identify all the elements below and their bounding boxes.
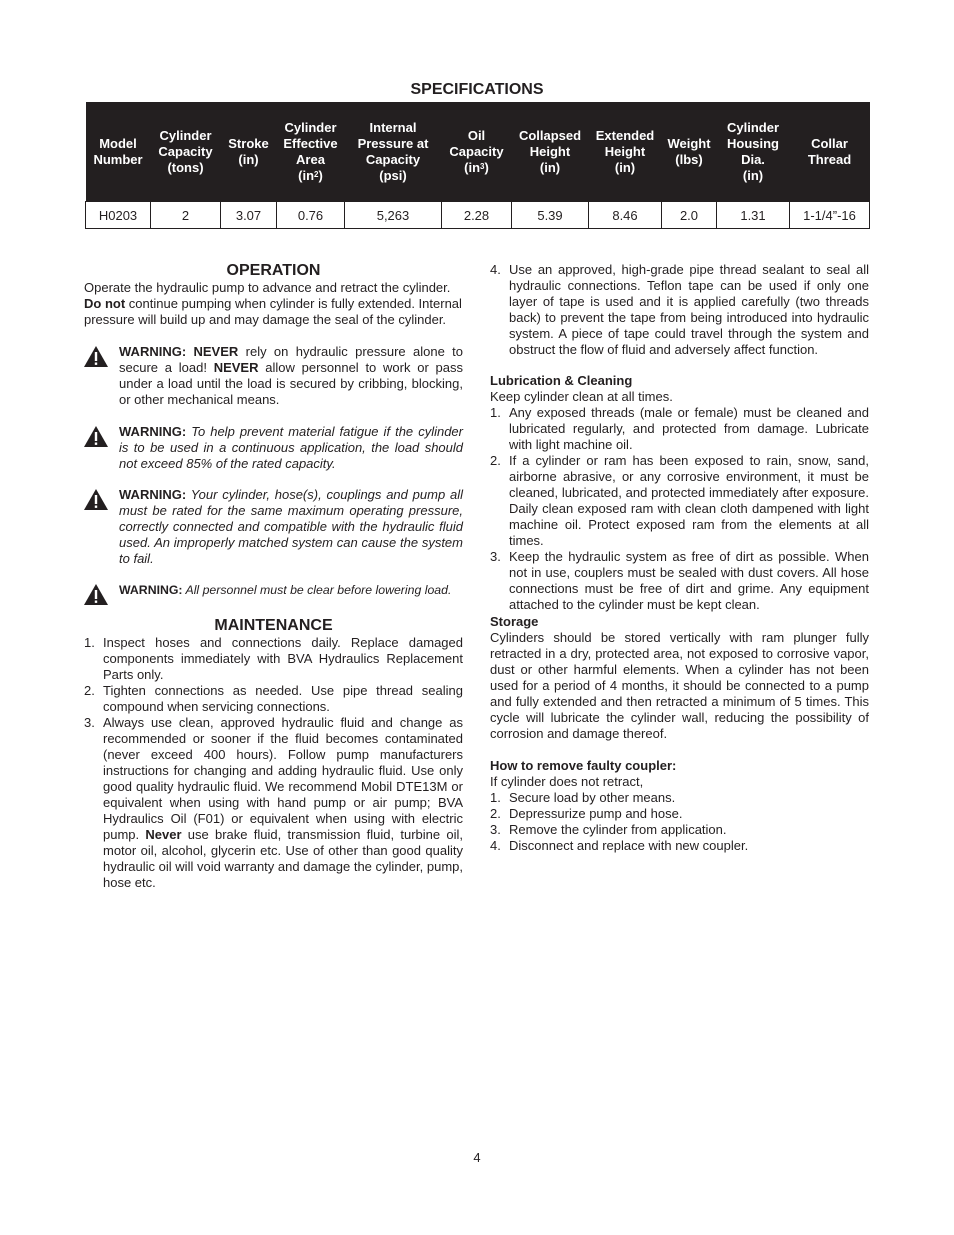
operation-text: Operate the hydraulic pump to advance and retract the cylinder. Do not continue pumping when cylinder is fully extended. Internal pressure will build up and may damage the seal of the cylinder. xyxy=(84,280,462,327)
maintenance-list xyxy=(84,635,463,891)
coupler-title: How to remove faulty coupler: xyxy=(490,758,677,773)
warning-3-text: WARNING: Your cylinder, hose(s), couplings and pump all must be rated for the same maximum operating pressure, correctly connected and compatible with the hydraulic fluid used. An improperly matched system can cause the system to fail. xyxy=(119,487,463,566)
operation-title: OPERATION xyxy=(226,262,321,279)
table-row xyxy=(86,202,870,229)
cell-cylinder-capacity: 2 xyxy=(151,202,221,229)
coupler-list xyxy=(490,790,869,854)
maintenance-section xyxy=(84,617,463,891)
coupler-section xyxy=(490,758,869,854)
warning-triangle-icon xyxy=(84,346,108,367)
header-oil-capacity: Oil Capacity $(in^3)$ xyxy=(442,102,512,202)
warning-triangle-icon xyxy=(84,426,108,447)
warning-triangle-icon xyxy=(84,584,108,605)
warning-3 xyxy=(84,487,463,567)
header-stroke: Stroke (in) xyxy=(221,102,277,202)
header-model-number: Model Number xyxy=(86,102,151,202)
cell-internal-pressure: 5,263 xyxy=(345,202,442,229)
maintenance-title: MAINTENANCE xyxy=(214,617,333,634)
list-item: 4. Disconnect and replace with new coupler. xyxy=(490,838,749,853)
list-item: 2. Depressurize pump and hose. xyxy=(490,806,683,821)
list-item: 2. Tighten connections as needed. Use pipe thread sealing compound when servicing connections. xyxy=(84,683,463,714)
warning-4 xyxy=(84,582,463,598)
storage-section xyxy=(490,614,869,742)
cell-housing-dia: 1.31 xyxy=(717,202,790,229)
header-collar-thread: Collar Thread xyxy=(790,102,870,202)
warning-2 xyxy=(84,424,463,472)
lubrication-title: Lubrication & Cleaning xyxy=(490,373,633,388)
list-item: 3. Keep the hydraulic system as free of dirt as possible. When not in use, couplers must be sealed with dust covers. All hose connections must be free of dirt and grime. Any equipment attached to the cylinder must be kept clean. xyxy=(490,549,869,612)
header-internal-pressure: Internal Pressure at Capacity (psi) xyxy=(345,102,442,202)
list-item: 1. Inspect hoses and connections daily. Replace damaged components immediately with BVA Hydraulics Replacement Parts only. xyxy=(84,635,463,682)
cell-weight: 2.0 xyxy=(662,202,717,229)
list-item: 2. If a cylinder or ram has been exposed to rain, snow, sand, airborne abrasive, or any corrosive environment, it must be cleaned, lubricated, and protected immediately after exposure. Daily clean exposed ram with clean cloth dampened with light machine oil. Protect exposed ram from the elements at all times. xyxy=(490,453,869,548)
list-item: 1. Any exposed threads (male or female) must be cleaned and lubricated regularly, and protected from damage. Lubricate with light machine oil. xyxy=(490,405,869,452)
lubrication-list xyxy=(490,405,869,613)
operation-section xyxy=(84,262,463,328)
header-cylinder-capacity: Cylinder Capacity (tons) xyxy=(151,102,221,202)
header-effective-area: Cylinder Effective Area $(in^2)$ xyxy=(277,102,345,202)
cell-oil-capacity: 2.28 xyxy=(442,202,512,229)
warning-1-text: WARNING: NEVER rely on hydraulic pressure alone to secure a load! NEVER allow personnel to work or pass under a load until the load is secured by cribbing, blocking, or other mechanical means. xyxy=(119,344,463,407)
header-extended-height: Extended Height (in) xyxy=(589,102,662,202)
maintenance-continued xyxy=(490,262,869,358)
storage-title: Storage xyxy=(490,614,539,629)
list-item: 1. Secure load by other means. xyxy=(490,790,676,805)
warning-1 xyxy=(84,344,463,408)
cell-collapsed-height: 5.39 xyxy=(512,202,589,229)
header-housing-dia: Cylinder Housing Dia. (in) xyxy=(717,102,790,202)
coupler-intro: If cylinder does not retract, xyxy=(490,774,644,789)
lubrication-intro: Keep cylinder clean at all times. xyxy=(490,389,673,404)
cell-effective-area: 0.76 xyxy=(277,202,345,229)
header-collapsed-height: Collapsed Height (in) xyxy=(512,102,589,202)
header-weight: Weight (lbs) xyxy=(662,102,717,202)
list-item: 3. Always use clean, approved hydraulic fluid and change as recommended or sooner if the fluid becomes contaminated (never exceed 400 hours). Follow pump manufacturers instructions for changing and adding hydraulic fluid. Use only good quality hydraulic fluid. We recommend Mobil DTE13M or equivalent when using with hand pump or air pump; BVA Hydraulics Oil (F01) or equivalent when using with electric pump. Never use brake fluid, transmission fluid, turbine oil, motor oil, alcohol, glycerin etc. Use of other than good quality hydraulic oil will void warranty and damage the cylinder, pump, hose etc. xyxy=(84,715,464,890)
specifications-table xyxy=(85,102,870,229)
storage-text: Cylinders should be stored vertically with ram plunger fully retracted in a dry, protected area, not exposed to corrosive vapor, dust or other harmful elements. When a cylinder has not been used for a period of 4 months, it should be connected to a pump and fully extended and then retracted a minimum of 5 times. This cycle will lubricate the cylinder wall, reducing the possibility of corrosion and damage thereof. xyxy=(490,630,869,741)
cell-model-number: H0203 xyxy=(86,202,151,229)
warning-4-text: WARNING: All personnel must be clear before lowering load. xyxy=(119,583,452,597)
cell-stroke: 3.07 xyxy=(221,202,277,229)
list-item: 3. Remove the cylinder from application. xyxy=(490,822,727,837)
maintenance-list-continued xyxy=(490,262,869,358)
spec-header-row xyxy=(86,102,870,202)
page-number: 4 xyxy=(473,1150,481,1165)
warning-2-text: WARNING: To help prevent material fatigue if the cylinder is to be used in a continuous application, the load should not exceed 85% of the rated capacity. xyxy=(119,424,463,471)
warning-triangle-icon xyxy=(84,489,108,510)
list-item: 4. Use an approved, high-grade pipe thread sealant to seal all hydraulic connections. Teflon tape can be used if only one layer of tape is used and it is applied carefully (two threads back) to prevent the tape from being introduced into hydraulic system. A piece of tape could travel through the system and obstruct the flow of fluid and adversely affect function. xyxy=(490,262,869,357)
lubrication-section xyxy=(490,373,869,613)
cell-collar-thread: 1-1/4”-16 xyxy=(790,202,870,229)
specifications-title: SPECIFICATIONS xyxy=(410,81,544,98)
cell-extended-height: 8.46 xyxy=(589,202,662,229)
